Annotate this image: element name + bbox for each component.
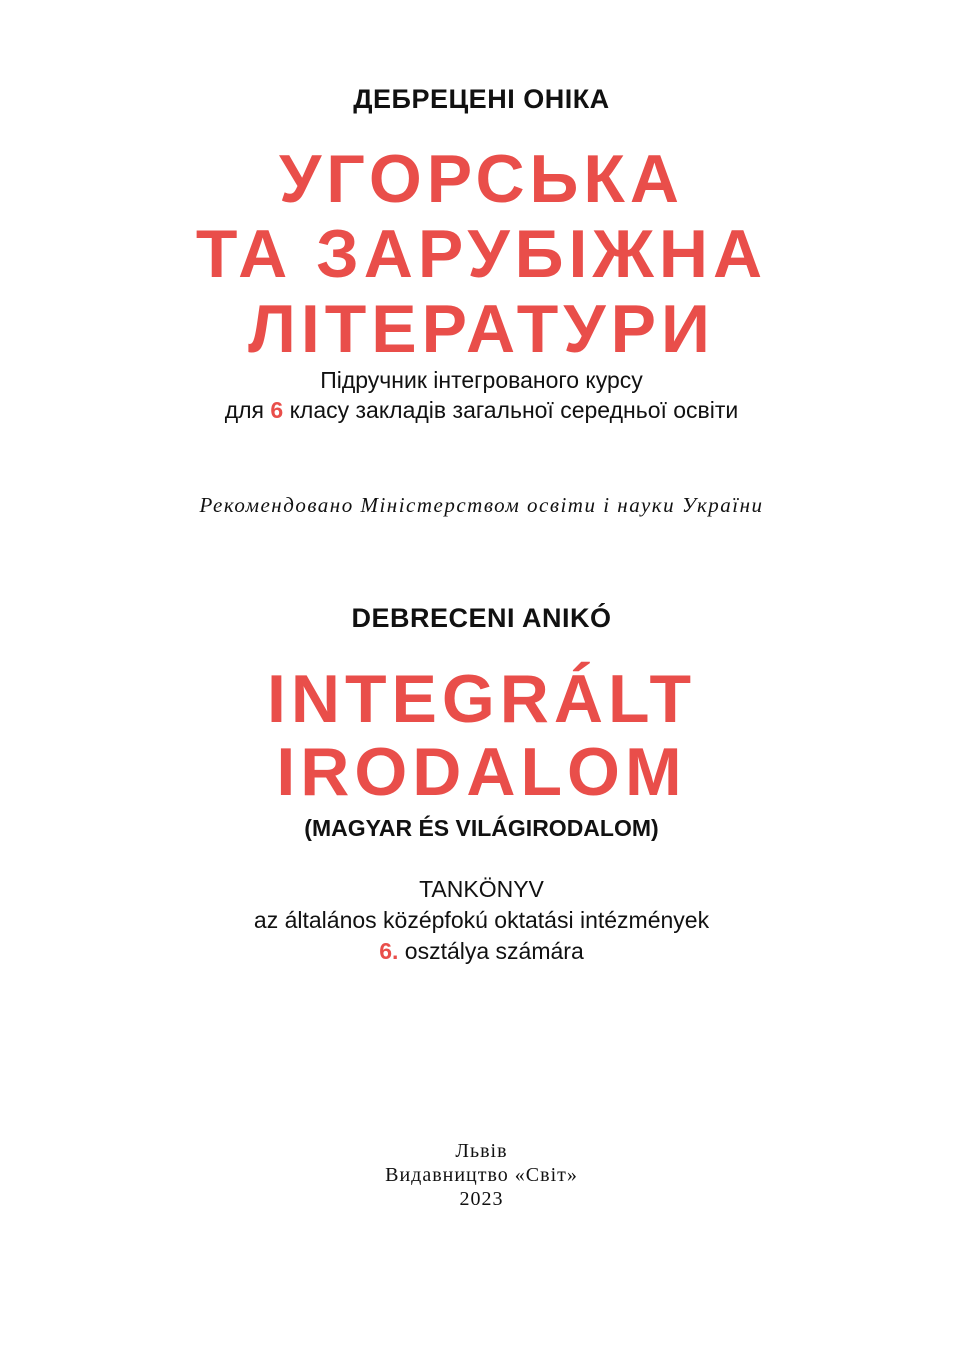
- title-ukrainian-line-2: ТА ЗАРУБІЖНА: [195, 216, 768, 292]
- description-hungarian: az általános középfokú oktatási intézmények: [253, 907, 710, 933]
- publisher-city: Львів: [455, 1140, 508, 1162]
- publisher-name: Видавництво «Світ»: [385, 1164, 578, 1186]
- grade-number-hungarian: 6.: [379, 938, 399, 964]
- book-type-hungarian: TANKÖNYV: [419, 876, 544, 902]
- grade-suffix-hungarian: osztálya számára: [398, 938, 584, 964]
- subtitle-ukrainian-suffix: класу закладів загальної середньої освіти: [283, 397, 739, 423]
- subtitle-ukrainian-line-1: Підручник інтегрованого курсу: [320, 367, 643, 393]
- subtitle-ukrainian-prefix: для: [224, 397, 271, 423]
- title-hungarian-line-1: INTEGRÁLT: [266, 661, 697, 737]
- subtitle-ukrainian-line-2: [0, 397, 963, 424]
- subtitle-hungarian: (MAGYAR ÉS VILÁGIRODALOM): [304, 815, 659, 841]
- title-ukrainian-line-1: УГОРСЬКА: [278, 141, 685, 217]
- title-ukrainian-line-3: ЛІТЕРАТУРИ: [248, 291, 715, 367]
- ministry-recommendation: Рекомендовано Міністерством освіти і науки України: [199, 493, 764, 517]
- grade-line-hungarian: [0, 938, 963, 965]
- publication-year: 2023: [459, 1188, 504, 1210]
- author-ukrainian: ДЕБРЕЦЕНІ ОНІКА: [353, 84, 610, 114]
- title-hungarian-line-2: IRODALOM: [276, 734, 687, 810]
- author-hungarian: DEBRECENI ANIKÓ: [351, 603, 612, 633]
- grade-number-ukrainian: 6: [270, 397, 284, 423]
